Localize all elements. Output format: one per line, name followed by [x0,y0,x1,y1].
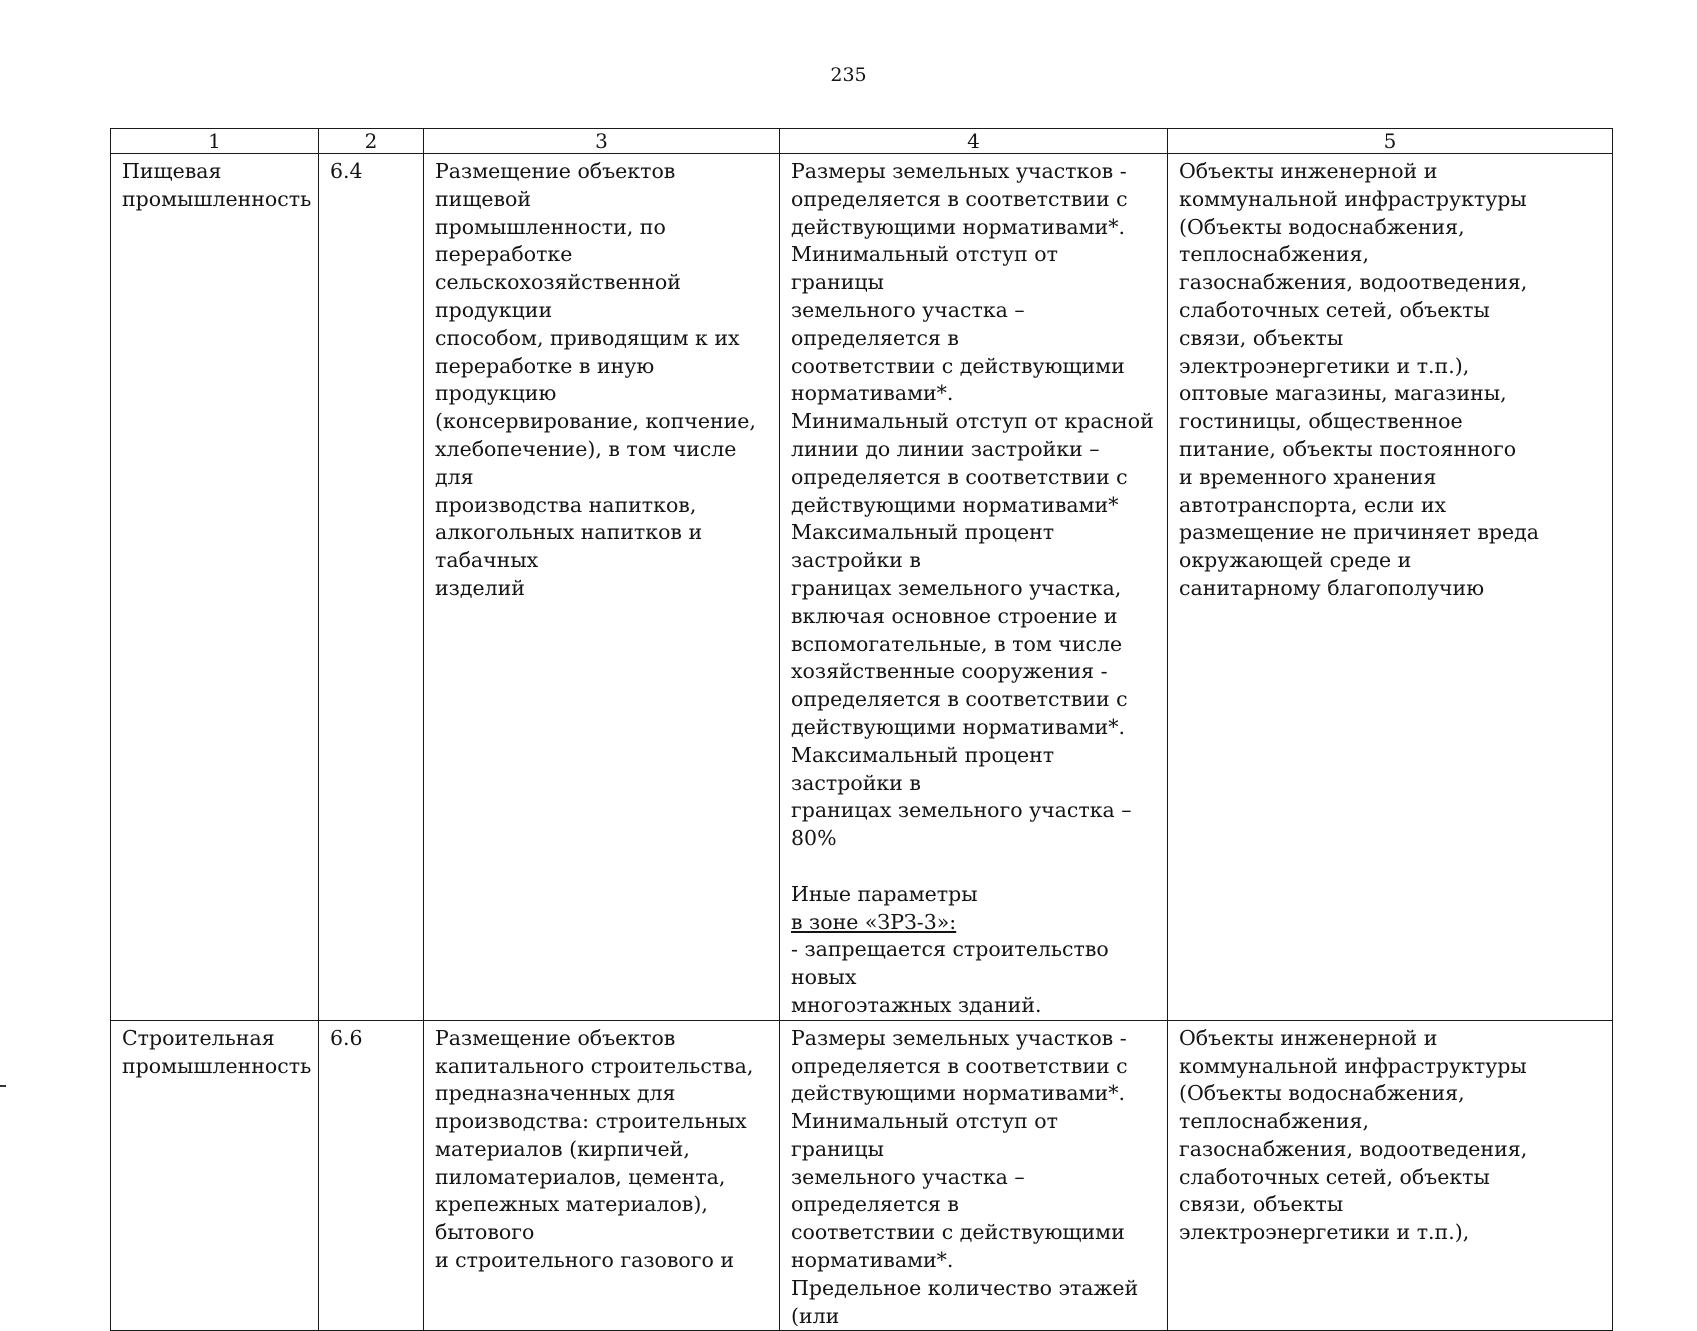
use-description: Размещение объектов пищевой промышленности, по переработке сельскохозяйственной продукции способом, приводящим к их переработке в иную продукцию (консервирование, копчение, хлебопечение), в том числе для производства напитков, алкогольных напитков и табачных изделий [435,159,756,600]
use-code: 6.4 [330,159,363,183]
allowed-uses-cell [1168,154,1613,1021]
other-parameters-title: Иные параметры [791,881,978,906]
use-code: 6.6 [330,1025,363,1050]
header-row [111,129,1613,154]
table-row [111,154,1613,1021]
parameters-cell [780,154,1168,1021]
parameters-text: Размеры земельных участков - определяется в соответствии с действующими нормативами*. Минимальный отступ от границы земельного участка – определяется в соответствии с действующими нормативами*. Предельное количество этажей (или [791,1025,1139,1328]
parameters-text: Размеры земельных участков - определяется в соответствии с действующими нормативами*. Минимальный отступ от границы земельного участка – определяется в соответствии с действующими нормативами*. Минимальный отступ от красной линии до линии застройки – определяется в соответствии с действующими нормативами* Максимальный процент застройки в границах земельного участка, включая основное строение и вспомогательные, в том числе хозяйственные сооружения - определяется в соответствии с действующими нормативами*. Максимальный процент застройки в границах земельного участка – 80% [791,159,1154,851]
column-header-1: 1 [111,129,319,154]
use-code-cell [319,154,424,1021]
regulations-table [110,128,1613,1331]
allowed-uses: Объекты инженерной и коммунальной инфраструктуры (Объекты водоснабжения, теплоснабжения, газоснабжения, водоотведения, слаботочных сетей, объекты связи, объекты электроэнергетики и т.п.), [1179,1025,1528,1245]
table-row [111,1020,1613,1331]
zone-restriction: - запрещается строительство новых многоэтажных зданий. [791,937,1109,1017]
column-header-5: 5 [1168,129,1613,154]
parameters-cell [780,1020,1168,1331]
column-header-3: 3 [424,129,780,154]
use-description-cell [424,154,780,1021]
use-description-cell [424,1020,780,1331]
allowed-uses-cell [1168,1020,1613,1331]
column-header-4: 4 [780,129,1168,154]
use-name-cell [111,154,319,1021]
use-name: Строительная промышленность [122,1025,312,1078]
page-number: 235 [830,64,867,86]
use-name: Пищевая промышленность [122,159,312,211]
zone-label: в зоне «ЗРЗ-3»: [791,909,957,934]
use-description: Размещение объектов капитального строительства, предназначенных для производства: строительных материалов (кирпичей, пиломатериалов, цемента, крепежных материалов), бытового и строительного газового и [435,1025,754,1273]
edge-mark [0,1085,6,1087]
use-name-cell [111,1020,319,1331]
column-header-2: 2 [319,129,424,154]
allowed-uses: Объекты инженерной и коммунальной инфраструктуры (Объекты водоснабжения, теплоснабжения, газоснабжения, водоотведения, слаботочных сетей, объекты связи, объекты электроэнергетики и т.п.), оптовые магазины, магазины, гостиницы, общественное питание, объекты постоянного и временного хранения автотранспорта, если их размещение не причиняет вреда окружающей среде и санитарному благополучию [1179,159,1539,600]
use-code-cell [319,1020,424,1331]
blank-line [791,853,1156,881]
